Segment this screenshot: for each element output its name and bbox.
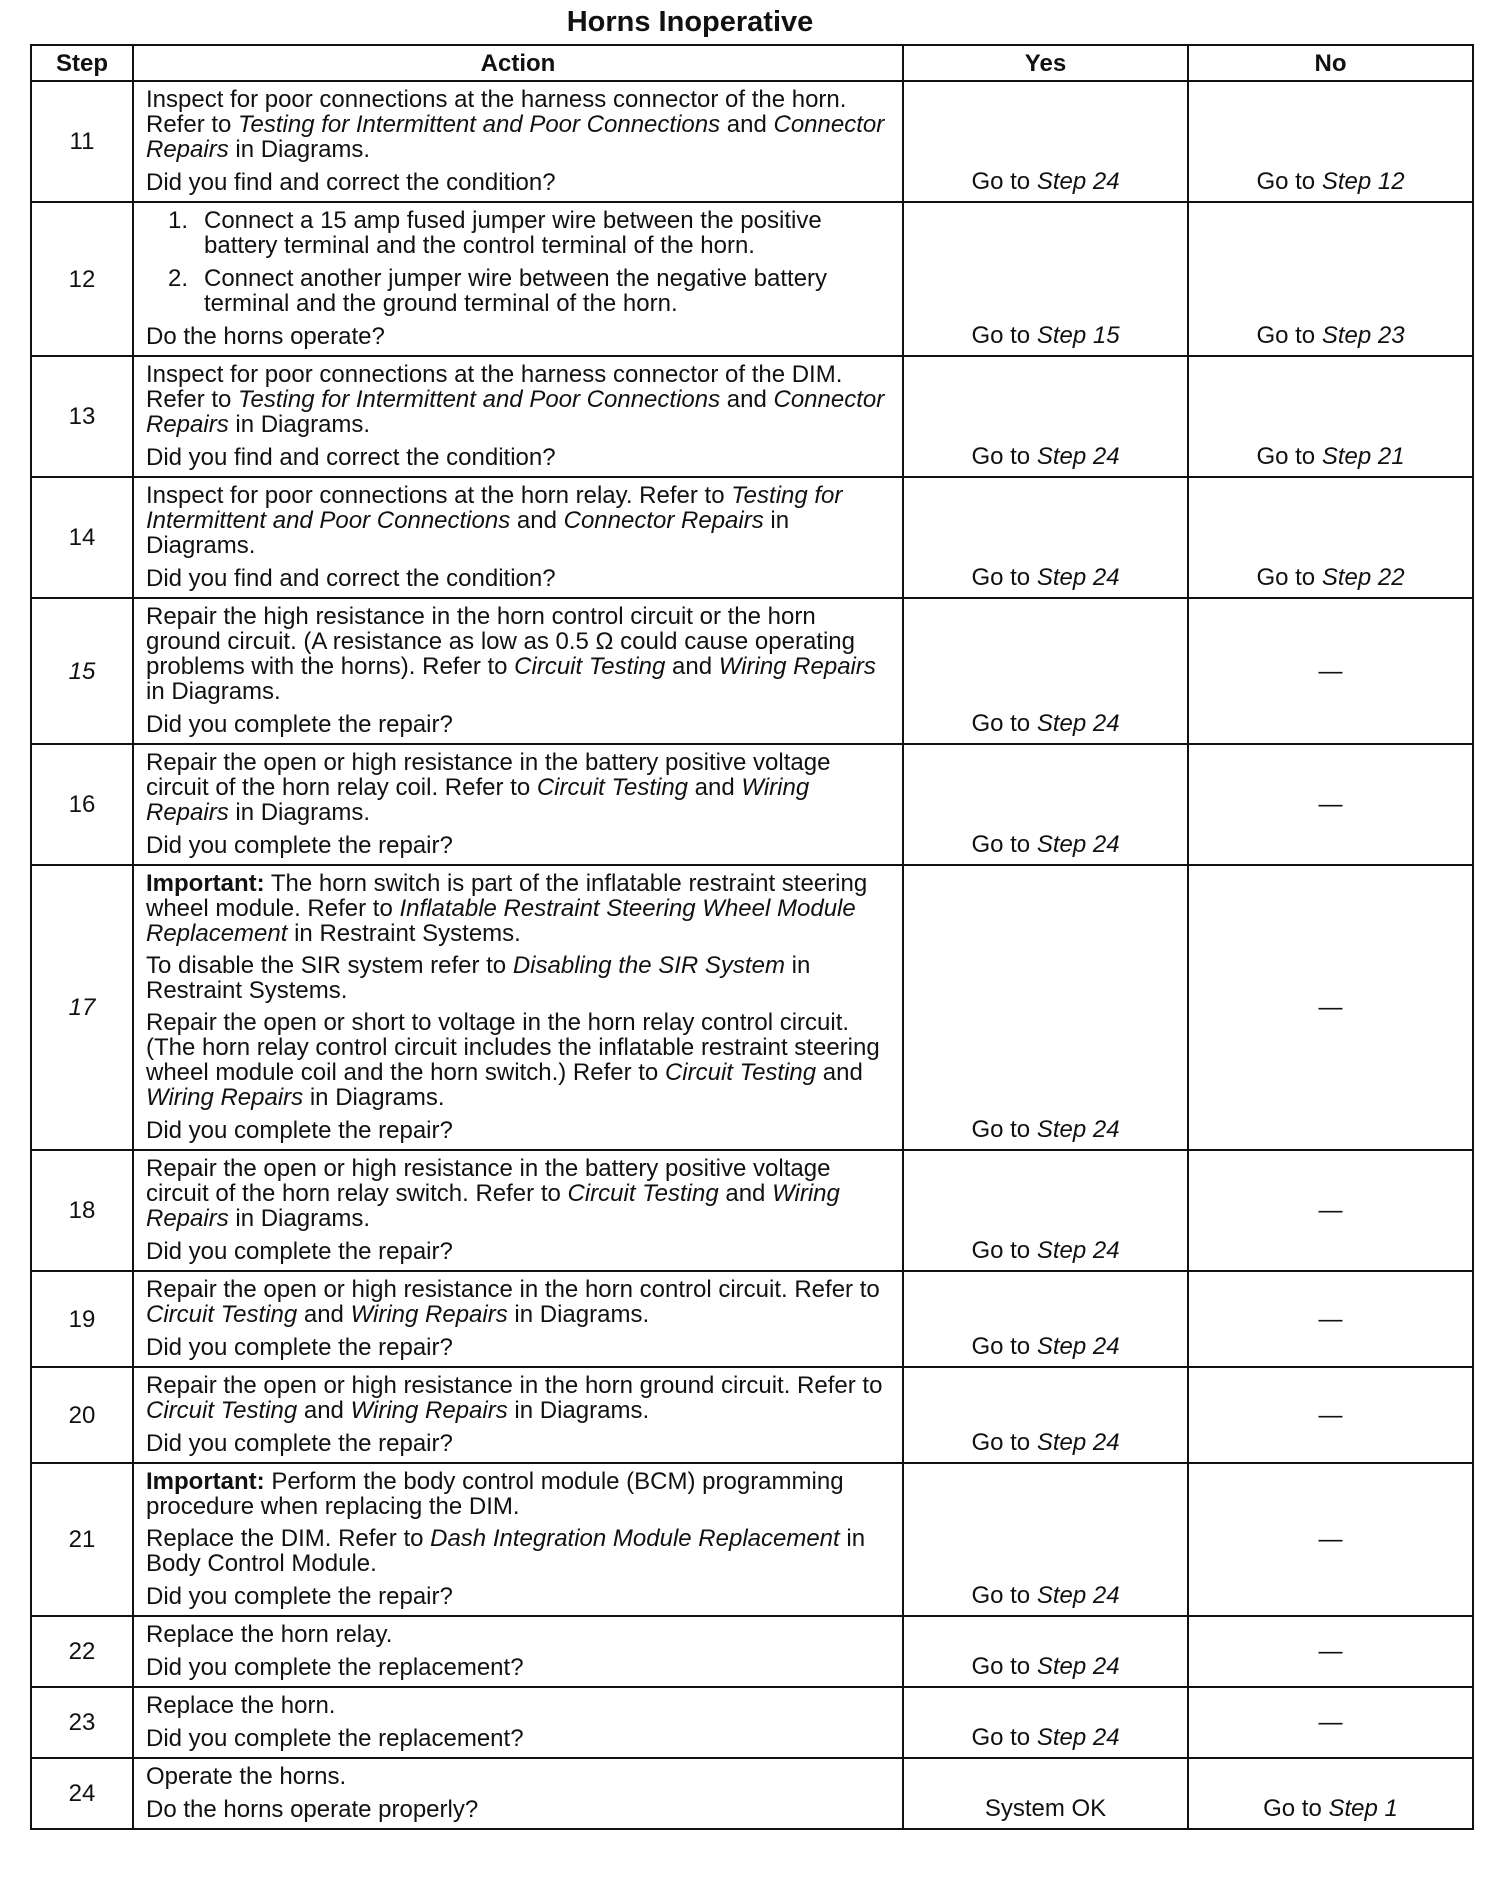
action-text: Wiring Repairs [350,1397,508,1424]
action-text: Important: [146,1468,265,1495]
action-text: Dash Integration Module Replacement [430,1525,840,1552]
action-cell [133,598,903,744]
result-yes [903,81,1188,202]
step-number: 19 [31,1271,133,1367]
table-row [31,202,1473,356]
action-question: Did you find and correct the condition? [146,169,556,196]
table-row [31,1367,1473,1463]
action-paragraph [146,604,890,704]
result-no [1188,598,1473,744]
action-text: Replace the DIM. Refer to [146,1525,431,1552]
page-title: Horns Inoperative [566,6,814,38]
action-text: Inspect for poor connections at the horn relay. Refer to [146,482,732,509]
step-number: 23 [31,1687,133,1758]
goto-prefix: Go to [1256,443,1322,470]
action-cell [133,865,903,1150]
goto-target: Step 24 [1036,1237,1120,1264]
table-row [31,598,1473,744]
action-text: and [720,386,774,413]
goto-prefix: Go to [971,564,1037,591]
action-text: and [816,1059,863,1086]
action-text: Repair the open or high resistance in the horn ground circuit. Refer to [146,1372,883,1399]
action-cell [133,81,903,202]
header-yes: Yes [903,45,1188,81]
result-no [1188,81,1473,202]
goto-target: Step 21 [1321,443,1405,470]
goto-prefix: Go to [971,443,1037,470]
result-yes [903,356,1188,477]
goto-prefix: Go to [971,1333,1037,1360]
action-text: in Diagrams. [228,411,371,438]
action-text: Wiring Repairs [146,1180,840,1232]
action-text: Inspect for poor connections at the harness connector of the DIM. Refer to [146,361,843,413]
action-text: and [718,1180,773,1207]
header-action: Action [133,45,903,81]
goto-target: Step 24 [1036,831,1120,858]
goto-target: Step 1 [1328,1795,1398,1822]
step-number: 11 [31,81,133,202]
action-text: Wiring Repairs [146,774,810,826]
action-question: Did you complete the repair? [146,832,453,859]
goto-target: Step 24 [1036,1724,1120,1751]
goto-target: Step 24 [1036,443,1120,470]
dash-mark: — [1318,1638,1343,1665]
dash-mark: — [1318,1305,1343,1333]
action-paragraph [146,1693,890,1718]
result-yes [903,1271,1188,1367]
action-text: Inspect for poor connections at the harness connector of the horn. Refer to [146,86,847,138]
action-text: in Diagrams. [507,1301,650,1328]
action-paragraph [146,1156,890,1231]
action-text: Repair the high resistance in the horn control circuit or the horn ground circuit. (A resistance as low as 0.5 Ω could cause operating problems with the horns). Refer to [146,603,855,680]
step-number: 16 [31,744,133,865]
action-text: Operate the horns. [146,1763,347,1790]
action-text: Wiring Repairs [718,653,876,680]
result-no [1188,1150,1473,1271]
dash-mark: — [1318,1401,1343,1429]
action-question: Did you complete the repair? [146,1430,453,1457]
action-text: To disable the SIR system refer to [146,952,513,979]
goto-prefix: Go to [1256,564,1322,591]
dash-mark: — [1318,1526,1343,1553]
step-number: 13 [31,356,133,477]
goto-prefix: Go to [971,1653,1037,1680]
goto-target: Step 24 [1036,564,1120,591]
dash-mark: — [1318,1709,1343,1736]
goto-target: Step 12 [1321,168,1405,195]
table-row [31,1150,1473,1271]
result-yes [903,1150,1188,1271]
result-no [1188,356,1473,477]
goto-prefix: Go to [971,1724,1037,1751]
step-number: 14 [31,477,133,598]
action-text: The horn switch is part of the inflatable restraint steering wheel module. Refer to [146,870,868,922]
result-no [1188,1463,1473,1616]
action-paragraph [146,1526,890,1576]
list-text: Connect another jumper wire between the negative battery terminal and the ground terminal of the horn. [204,265,828,317]
action-question: Did you complete the replacement? [146,1725,524,1752]
result-yes [903,1367,1188,1463]
action-text: and [665,653,719,680]
result-yes [903,1687,1188,1758]
goto-target: Step 24 [1036,710,1120,737]
result-no [1188,202,1473,356]
action-text: in Diagrams. [146,678,281,705]
dash-mark: — [1318,1197,1343,1224]
action-text: Wiring Repairs [146,1084,304,1111]
table-row [31,1758,1473,1829]
table-row [31,865,1473,1150]
action-cell [133,1271,903,1367]
action-question: Did you find and correct the condition? [146,565,556,592]
action-paragraph [146,483,890,558]
result-yes [903,1758,1188,1829]
action-question: Do the horns operate properly? [146,1796,479,1823]
action-cell [133,356,903,477]
action-cell [133,1463,903,1616]
action-text: Connector Repairs [146,111,885,163]
action-text: Replace the horn relay. [146,1621,393,1648]
action-text: Testing for Intermittent and Poor Connections [238,111,721,138]
action-question: Do the horns operate? [146,323,385,350]
goto-target: Step 22 [1321,564,1405,591]
action-text: in Restraint Systems. [287,920,521,947]
header-step: Step [31,45,133,81]
goto-target: Step 24 [1036,1582,1120,1609]
diagnostic-table [30,44,1474,1830]
result-no [1188,477,1473,598]
action-text: Repair the open or high resistance in the horn control circuit. Refer to [146,1276,880,1303]
action-paragraph [146,1469,890,1519]
action-text: Testing for Intermittent and Poor Connections [238,386,721,413]
action-text: Repair the open or high resistance in the battery positive voltage circuit of the horn relay switch. Refer to [146,1155,831,1207]
result-no [1188,865,1473,1150]
action-question: Did you complete the replacement? [146,1654,524,1681]
action-text: Circuit Testing [567,1180,719,1207]
result-yes [903,1616,1188,1687]
action-text: in Body Control Module. [146,1525,866,1577]
action-text: Disabling the SIR System [512,952,785,979]
goto-target: Step 24 [1036,1116,1120,1143]
action-question: Did you complete the repair? [146,1334,453,1361]
result-text: System OK [984,1795,1107,1822]
result-no [1188,1616,1473,1687]
action-text: Connector Repairs [563,507,764,534]
list-number: 2. [168,265,189,292]
action-paragraph [146,871,890,946]
result-no [1188,744,1473,865]
action-question: Did you complete the repair? [146,1117,453,1144]
result-yes [903,477,1188,598]
result-yes [903,202,1188,356]
action-cell [133,1616,903,1687]
list-text: Connect a 15 amp fused jumper wire between the positive battery terminal and the control terminal of the horn. [204,207,822,259]
action-cell [133,1758,903,1829]
action-text: Important: [146,870,265,897]
dash-mark: — [1318,791,1343,818]
action-text: Perform the body control module (BCM) programming procedure when replacing the DIM. [146,1468,844,1520]
action-question: Did you complete the repair? [146,1583,453,1610]
action-cell [133,477,903,598]
action-text: Circuit Testing [664,1059,817,1086]
table-row [31,1616,1473,1687]
list-number: 1. [168,207,189,234]
result-no [1188,1687,1473,1758]
goto-prefix: Go to [1256,168,1322,195]
action-question: Did you find and correct the condition? [146,444,556,471]
action-list-item [146,208,890,258]
goto-target: Step 24 [1036,1333,1120,1360]
action-text: Connector Repairs [146,386,885,438]
result-no [1188,1367,1473,1463]
action-text: and [720,111,774,138]
table-row [31,744,1473,865]
action-paragraph [146,87,890,162]
goto-target: Step 15 [1036,322,1120,349]
goto-prefix: Go to [971,1429,1037,1456]
action-text: Circuit Testing [514,653,666,680]
goto-prefix: Go to [1256,322,1322,349]
action-paragraph [146,1373,890,1423]
action-cell [133,1687,903,1758]
step-number: 17 [31,865,133,1150]
action-text: in Restraint Systems. [146,952,811,1004]
result-yes [903,1463,1188,1616]
table-header-row [31,45,1473,81]
action-text: in Diagrams. [228,136,371,163]
action-text: and [297,1397,351,1424]
action-text: Repair the open or short to voltage in the horn relay control circuit. (The horn relay control circuit includes the inflatable restraint steering wheel module coil and the horn switch.) Refer to [146,1009,880,1086]
action-cell [133,202,903,356]
dash-mark: — [1318,994,1343,1021]
table-row [31,477,1473,598]
goto-target: Step 23 [1321,322,1405,349]
goto-prefix: Go to [971,1582,1037,1609]
result-yes [903,744,1188,865]
goto-prefix: Go to [971,1116,1037,1143]
action-paragraph [146,1764,890,1789]
action-text: Circuit Testing [536,774,689,801]
action-paragraph [146,1010,890,1110]
result-yes [903,865,1188,1150]
action-text: in Diagrams. [507,1397,650,1424]
goto-prefix: Go to [1263,1795,1329,1822]
action-cell [133,1150,903,1271]
action-text: in Diagrams. [303,1084,445,1111]
action-text: in Diagrams. [228,1205,371,1232]
action-text: Inflatable Restraint Steering Wheel Module Replacement [146,895,856,947]
action-text: Replace the horn. [146,1692,336,1719]
action-text: Circuit Testing [146,1397,298,1424]
action-text: in Diagrams. [228,799,371,826]
step-number: 15 [31,598,133,744]
action-paragraph [146,750,890,825]
action-text: Wiring Repairs [350,1301,508,1328]
action-text: Testing for Intermittent and Poor Connections [146,482,843,534]
action-list-item [146,266,890,316]
action-paragraph [146,1622,890,1647]
step-number: 12 [31,202,133,356]
action-text: and [510,507,564,534]
header-no: No [1188,45,1473,81]
action-cell [133,744,903,865]
action-question: Did you complete the repair? [146,711,453,738]
action-question: Did you complete the repair? [146,1238,453,1265]
table-body [31,81,1473,1829]
goto-target: Step 24 [1036,1429,1120,1456]
result-yes [903,598,1188,744]
dash-mark: — [1318,657,1343,685]
action-paragraph [146,362,890,437]
action-text: and [688,774,742,801]
table-row [31,1687,1473,1758]
table-row [31,1463,1473,1616]
step-number: 21 [31,1463,133,1616]
table-row [31,356,1473,477]
goto-prefix: Go to [971,710,1037,737]
action-paragraph [146,1277,890,1327]
action-text: Repair the open or high resistance in the battery positive voltage circuit of the horn relay coil. Refer to [146,749,831,801]
action-text: in Diagrams. [146,507,790,559]
result-no [1188,1758,1473,1829]
goto-target: Step 24 [1036,168,1120,195]
action-cell [133,1367,903,1463]
step-number: 18 [31,1150,133,1271]
step-number: 24 [31,1758,133,1829]
goto-prefix: Go to [971,831,1037,858]
result-no [1188,1271,1473,1367]
action-text: Circuit Testing [146,1301,298,1328]
action-paragraph [146,953,890,1003]
goto-target: Step 24 [1036,1653,1120,1680]
goto-prefix: Go to [971,1237,1037,1264]
goto-prefix: Go to [971,168,1037,195]
action-text: and [297,1301,351,1328]
step-number: 20 [31,1367,133,1463]
step-number: 22 [31,1616,133,1687]
table-row [31,81,1473,202]
table-row [31,1271,1473,1367]
goto-prefix: Go to [971,322,1037,349]
